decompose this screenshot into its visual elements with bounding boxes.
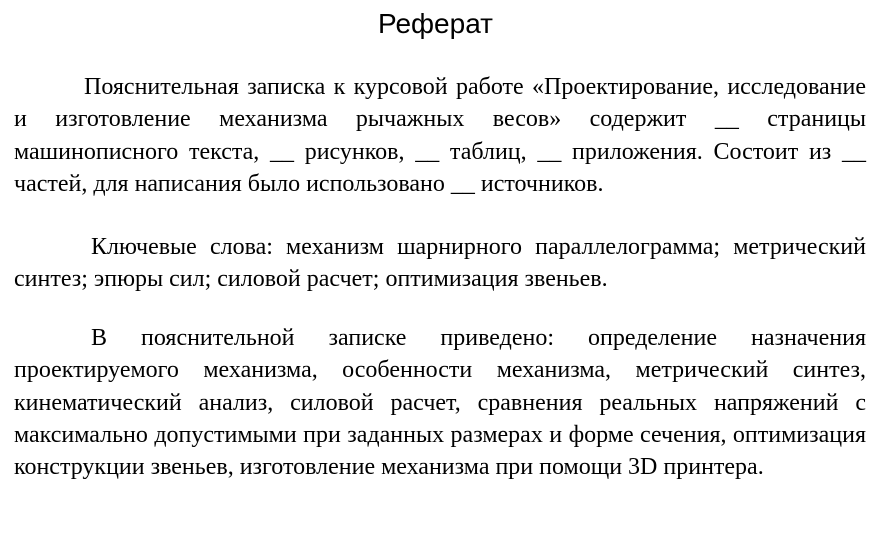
paragraph-contents: В пояснительной записке приведено: определение назначения проектируемого механизма, особенности механизма, метрический синтез, кинематический анализ, силовой расчет, сравнения реальных напряжений с максимально допустимыми при заданных размерах и форме сечения, оптимизация конструкции звеньев, изготовление механизма при помощи 3D принтера. — [14, 325, 866, 481]
paragraph-summary: Пояснительная записка к курсовой работе «Проектирование, исследование и изготовление механизма рычажных весов» содержит __ страницы машинописного текста, __ рисунков, __ таблиц, __ приложения. Состоит из __ частей, для написания было использовано __ источников. — [14, 74, 866, 197]
document-title: Реферат — [378, 8, 493, 39]
paragraph-keywords: Ключевые слова: механизм шарнирного параллелограмма; метрический синтез; эпюры сил; силовой расчет; оптимизация звеньев. — [14, 234, 866, 293]
